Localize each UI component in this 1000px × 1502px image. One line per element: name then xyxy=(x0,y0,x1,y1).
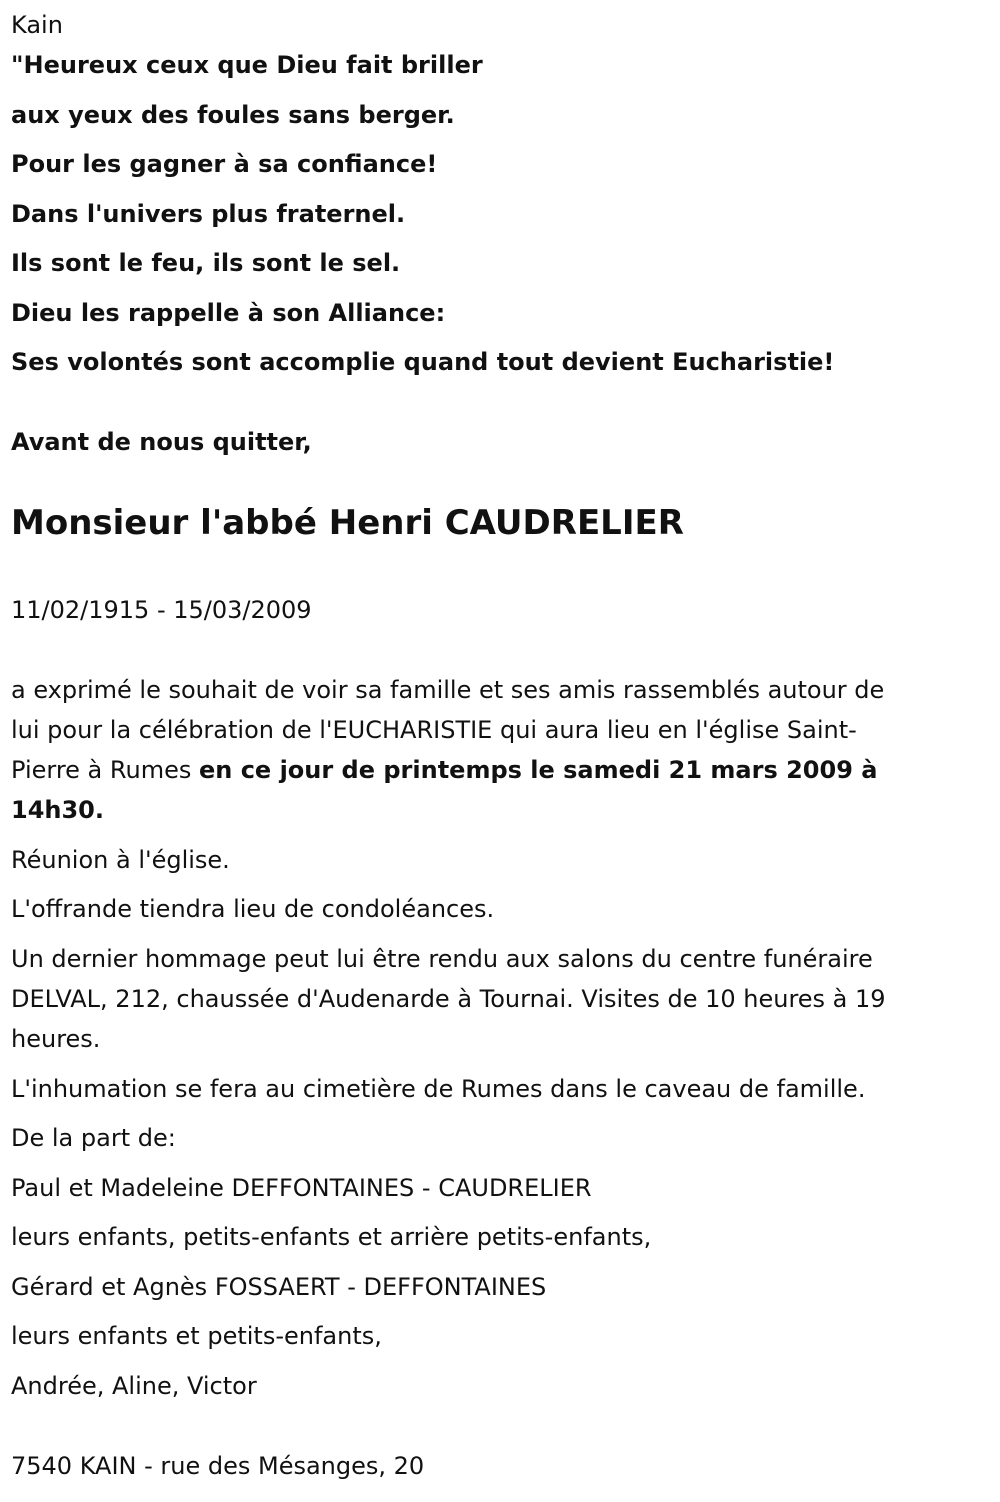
family-line: Andrée, Aline, Victor xyxy=(11,1372,257,1400)
announcement-line: lui pour la célébration de l'EUCHARISTIE qui aura lieu en l'église Saint- xyxy=(11,716,857,744)
announcement-line xyxy=(11,755,877,785)
inhumation-text: L'inhumation se fera au cimetière de Rumes dans le caveau de famille. xyxy=(11,1075,866,1103)
announcement-line: a exprimé le souhait de voir sa famille et ses amis rassemblés autour de xyxy=(11,676,885,704)
detail-line: Réunion à l'église. xyxy=(11,846,230,874)
location-label: Kain xyxy=(11,11,63,39)
detail-line: L'offrande tiendra lieu de condoléances. xyxy=(11,895,495,923)
poem-line: Dieu les rappelle à son Alliance: xyxy=(11,299,446,327)
life-dates: 11/02/1915 - 15/03/2009 xyxy=(11,596,312,624)
hommage-line: heures. xyxy=(11,1025,101,1053)
poem-line: Pour les gagner à sa confiance! xyxy=(11,150,438,178)
family-line: leurs enfants et petits-enfants, xyxy=(11,1322,382,1350)
hommage-line: DELVAL, 212, chaussée d'Audenarde à Tournai. Visites de 10 heures à 19 xyxy=(11,985,886,1013)
announcement-text: Pierre à Rumes xyxy=(11,756,199,784)
poem-line: Ils sont le feu, ils sont le sel. xyxy=(11,249,401,277)
poem-line: Ses volontés sont accomplie quand tout devient Eucharistie! xyxy=(11,348,835,376)
poem-line: Dans l'univers plus fraternel. xyxy=(11,200,406,228)
family-line: leurs enfants, petits-enfants et arrière petits-enfants, xyxy=(11,1223,652,1251)
intro-text: Avant de nous quitter, xyxy=(11,428,312,456)
ceremony-time: 14h30. xyxy=(11,796,104,824)
address: 7540 KAIN - rue des Mésanges, 20 xyxy=(11,1452,425,1480)
family-line: Paul et Madeleine DEFFONTAINES - CAUDRELIER xyxy=(11,1174,592,1202)
poem-line: aux yeux des foules sans berger. xyxy=(11,101,455,129)
ceremony-date: en ce jour de printemps le samedi 21 mars 2009 à xyxy=(198,756,878,784)
from-label: De la part de: xyxy=(11,1124,176,1152)
poem-line: "Heureux ceux que Dieu fait briller xyxy=(11,51,483,79)
deceased-name: Monsieur l'abbé Henri CAUDRELIER xyxy=(11,503,684,543)
family-line: Gérard et Agnès FOSSAERT - DEFFONTAINES xyxy=(11,1273,547,1301)
hommage-line: Un dernier hommage peut lui être rendu aux salons du centre funéraire xyxy=(11,945,873,973)
